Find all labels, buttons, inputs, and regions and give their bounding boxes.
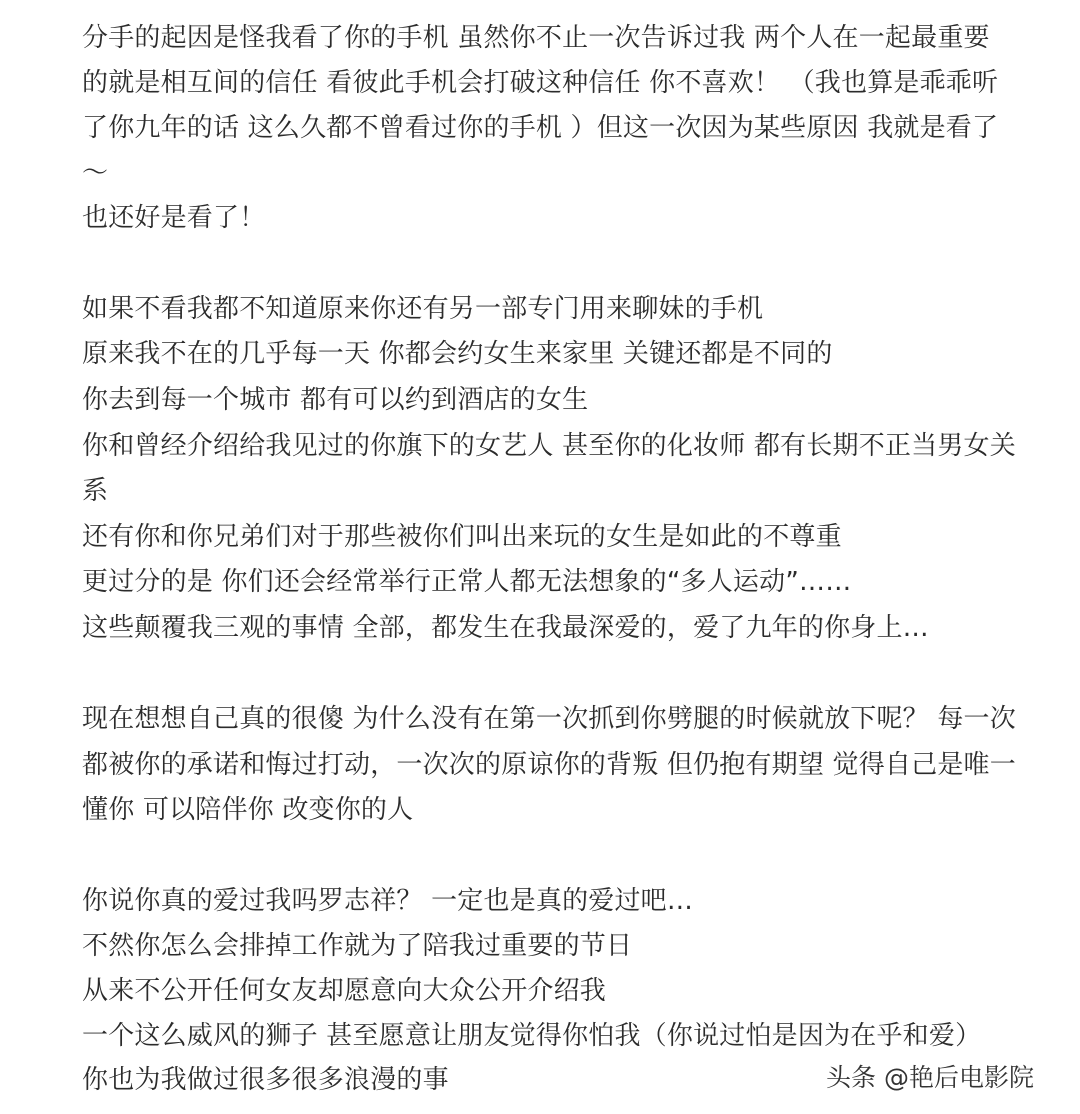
text-line: 这些颠覆我三观的事情 全部，都发生在我最深爱的，爱了九年的你身上… (82, 613, 929, 643)
text-line: 如果不看我都不知道原来你还有另一部专门用来聊妹的手机 (82, 294, 764, 324)
text-line: 不然你怎么会排掉工作就为了陪我过重要的节日 (82, 931, 633, 961)
text-line: 从来不公开任何女友却愿意向大众公开介绍我 (82, 976, 607, 1006)
text-line: 你和曾经介绍给我见过的你旗下的女艺人 甚至你的化妆师 都有长期不正当男女关 (82, 431, 1016, 461)
text-line: 还有你和你兄弟们对于那些被你们叫出来玩的女生是如此的不尊重 (82, 522, 842, 552)
text-line: 系 (82, 476, 109, 506)
text-line: 的就是相互间的信任 看彼此手机会打破这种信任 你不喜欢！ （我也算是乖乖听 (82, 68, 999, 98)
text-line: 原来我不在的几乎每一天 你都会约女生来家里 关键还都是不同的 (82, 339, 833, 369)
text-line: 你去到每一个城市 都有可以约到酒店的女生 (82, 385, 589, 415)
text-line: 一个这么威风的狮子 甚至愿意让朋友觉得你怕我（你说过怕是因为在乎和爱） (82, 1021, 982, 1051)
text-line: 你也为我做过很多很多浪漫的事 (82, 1065, 449, 1095)
text-line: 更过分的是 你们还会经常举行正常人都无法想象的“多人运动”…… (82, 567, 852, 597)
text-line: 你说你真的爱过我吗罗志祥？ 一定也是真的爱过吧… (82, 886, 694, 916)
text-line: 懂你 可以陪伴你 改变你的人 (82, 795, 414, 825)
text-line: ～ (82, 158, 109, 188)
watermark: 头条 @艳后电影院 (826, 1063, 1034, 1092)
text-line: 了你九年的话 这么久都不曾看过你的手机 ）但这一次因为某些原因 我就是看了 (82, 113, 999, 143)
text-line: 也还好是看了！ (82, 203, 266, 233)
text-line: 分手的起因是怪我看了你的手机 虽然你不止一次告诉过我 两个人在一起最重要 (82, 23, 990, 53)
text-line: 都被你的承诺和悔过打动，一次次的原谅你的背叛 但仍抱有期望 觉得自己是唯一 (82, 750, 1016, 780)
text-line: 现在想想自己真的很傻 为什么没有在第一次抓到你劈腿的时候就放下呢？ 每一次 (82, 704, 1016, 734)
